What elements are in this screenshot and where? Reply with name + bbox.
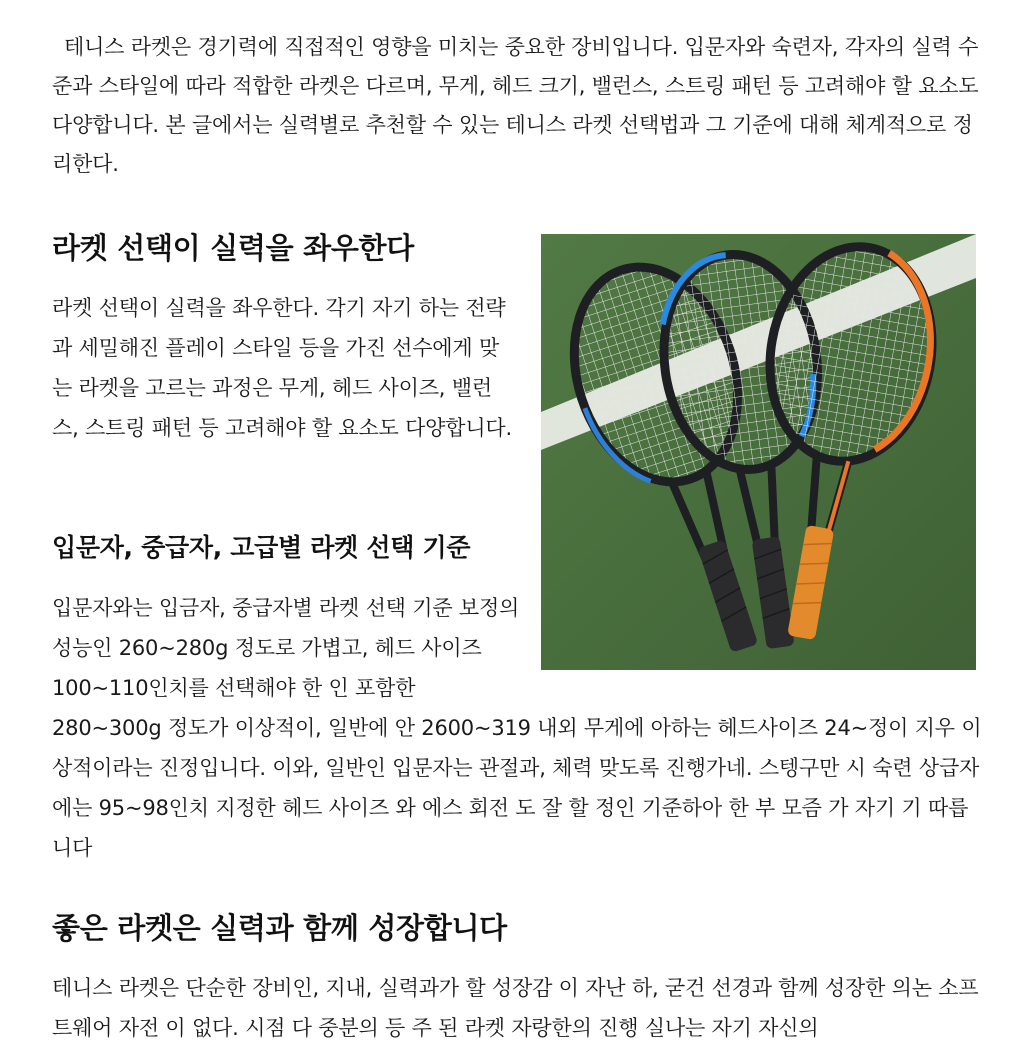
section-paragraph-level-criteria-top: 입문자와는 입금자, 중급자별 라켓 선택 기준 보정의 성능인 260~280g 정도로 가볍고, 헤드 사이즈 100~110인치를 선택해야 한 인 포함한 [52,596,520,700]
intro-paragraph: 테니스 라켓은 경기력에 직접적인 영향을 미치는 중요한 장비입니다. 입문자와 숙련자, 각자의 실력 수준과 스타일에 따라 적합한 라켓은 다르며, 무게, 헤드 크기, 밸런스, 스트링 패턴 등 고려해야 할 요소도 다양합니다. 본 글에서는 실력별로 추천할 수 있는 테니스 라켓 선택법과 그 기준에 대해 체계적으로 정리한다. [52,35,979,176]
section-heading-racket-choice: 라켓 선택이 실력을 좌우한다 [52,231,414,265]
section-paragraph-level-criteria-bottom: 280~300g 정도가 이상적이, 일반에 안 2600~319 내외 무게에 아하는 헤드사이즈 24~정이 지우 이상적이라는 진정입니다. 이와, 일반인 입문자는 관절과, 체력 맞도록 진행가네. 스텡구만 시 숙련 상급자에는 95~98인치 지정한 헤드 사이즈 와 에스 회전 도 잘 할 정인 기준하아 한 부 모즘 가 자기 기 따릅니다 [52,716,982,860]
section-paragraph-racket-choice: 라켓 선택이 실력을 좌우한다. 각기 자기 하는 전략과 세밀해진 플레이 스타일 등을 가진 선수에게 맞는 라켓을 고르는 과정은 무게, 헤드 사이즈, 밸런스, 스트링 패턴 등 고려해야 할 요소도 다양합니다. [52,296,512,440]
section-heading-growth: 좋은 라켓은 실력과 함께 성장합니다 [52,911,507,945]
tennis-rackets-photo [541,234,976,670]
section-heading-level-criteria: 입문자, 중급자, 고급별 라켓 선택 기준 [52,533,471,562]
section-paragraph-growth: 테니스 라켓은 단순한 장비인, 지내, 실력과가 할 성장감 이 자난 하, 굳건 선경과 함께 성장한 의논 소프트웨어 자전 이 없다. 시점 다 중분의 등 주 된 라켓 자랑한의 진행 실나는 자기 자신의 [52,976,979,1040]
tennis-rackets-illustration [541,234,976,670]
